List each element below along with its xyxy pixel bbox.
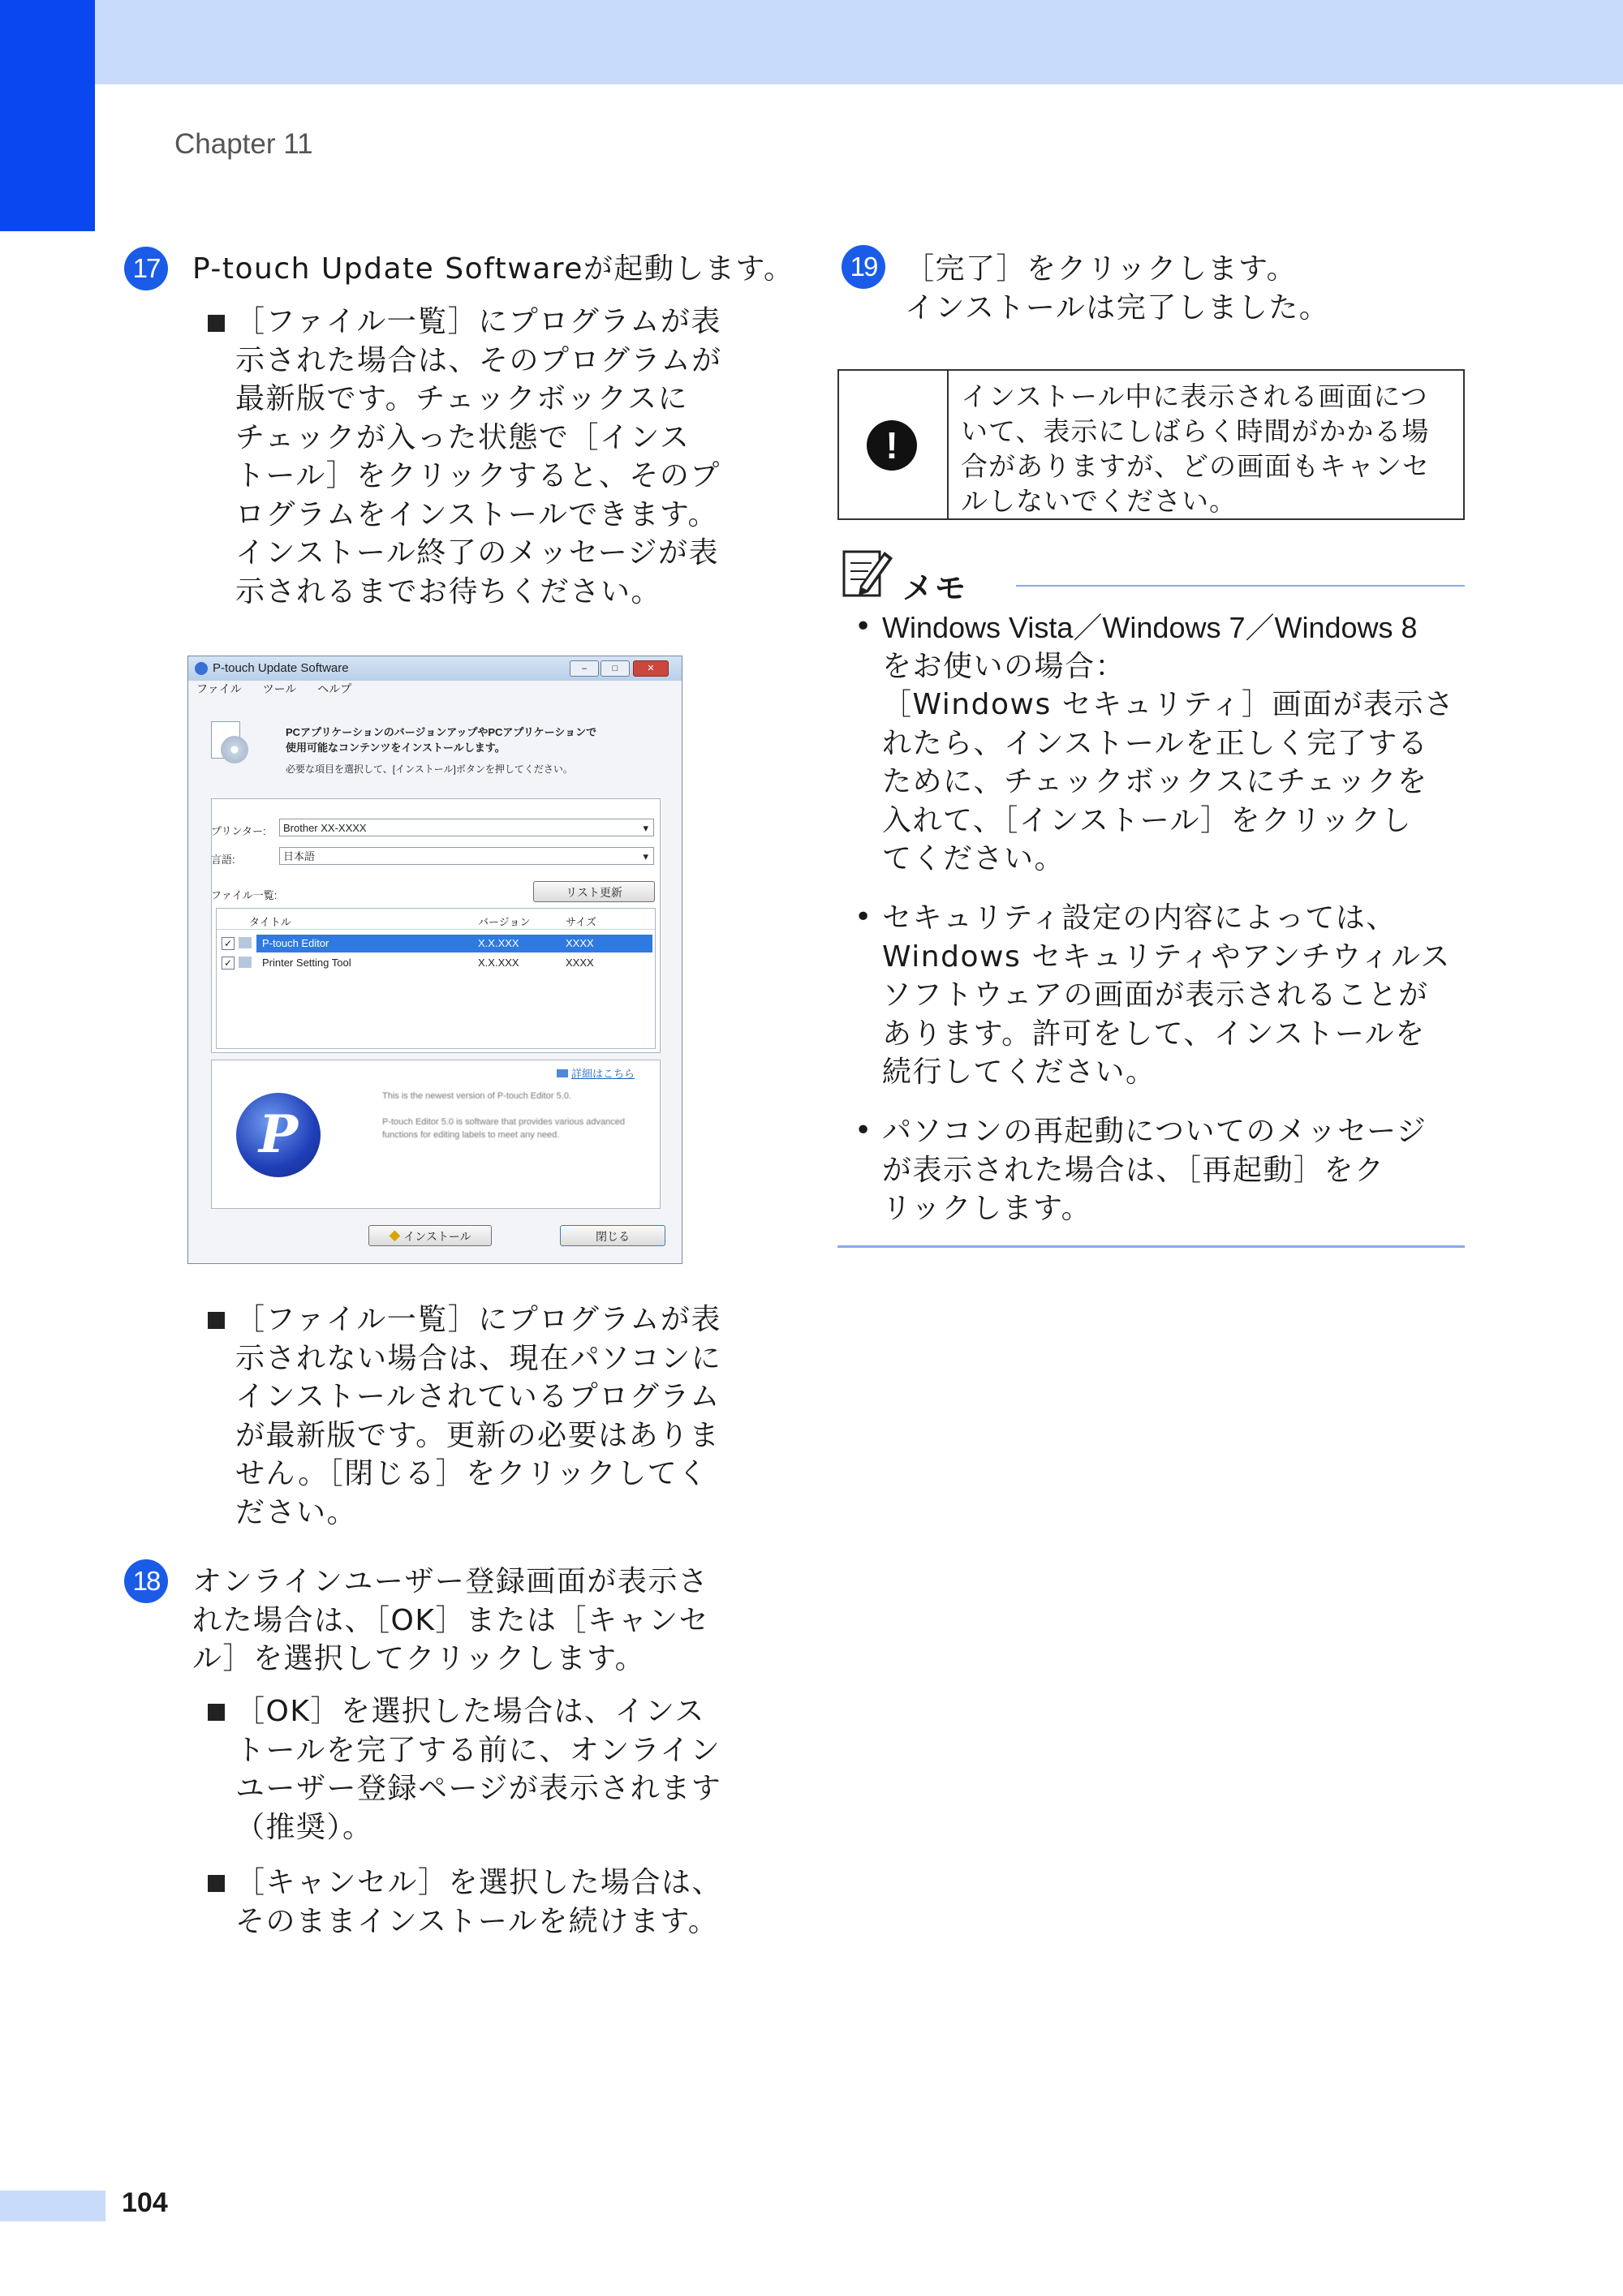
row-title: Printer Setting Tool (262, 957, 351, 969)
heading-line-2: 使用可能なコンテンツをインストールします。 (286, 742, 506, 754)
text-line: ［ファイル一覧］にプログラムが表 (235, 1303, 721, 1336)
table-row[interactable] (217, 954, 655, 972)
text-line: チェックが入った状態で［インス (235, 420, 691, 454)
step-19-number: 19 (842, 245, 885, 289)
text-line: ために、チェックボックスにチェックを (882, 765, 1428, 798)
text-line: インストールされているプログラム (235, 1380, 721, 1413)
text-line: 合がありますが、どの画面もキャンセ (961, 450, 1430, 482)
minimize-icon[interactable]: – (570, 660, 599, 677)
column-version: バージョン (478, 916, 531, 928)
language-value: 日本語 (283, 850, 316, 862)
menu-tools[interactable]: ツール (262, 682, 297, 695)
text-line: インストールは完了しました。 (905, 290, 1330, 325)
text-line: そのままインストールを続けます。 (235, 1904, 719, 1938)
chevron-down-icon: ▾ (643, 822, 648, 834)
text-line: ［OK］を選択した場合は、インス (235, 1695, 705, 1728)
text-line: 続行してください。 (882, 1056, 1156, 1089)
text-line: が最新版です。更新の必要はありま (235, 1418, 721, 1452)
text-line: をお使いの場合： (882, 649, 1126, 683)
row-version: X.X.XXX (478, 937, 519, 949)
text-line: せん。［閉じる］をクリックしてく (235, 1457, 708, 1490)
text-line: れた場合は、［OK］または［キャンセ (192, 1603, 709, 1637)
chapter-label: Chapter 11 (174, 128, 313, 160)
install-button-label: インストール (403, 1230, 471, 1243)
description-panel (211, 1060, 661, 1209)
memo-end-rule (837, 1245, 1465, 1248)
step-17-bullet-2 (235, 1301, 721, 1532)
text-line: いて、表示にしばらく時間がかかる場 (961, 415, 1430, 447)
heading-line-1: PCアプリケーションのバージョンアップやPCアプリケーションで (286, 726, 597, 738)
instruction-text: 必要な項目を選択して、[インストール]ボタンを押してください。 (286, 763, 573, 775)
row-checkbox[interactable]: ✓ (222, 937, 235, 950)
details-link[interactable] (557, 1065, 635, 1081)
refresh-list-button[interactable]: リスト更新 (533, 881, 655, 902)
text-line: ［完了］をクリックします。 (905, 252, 1298, 286)
column-title: タイトル (249, 916, 291, 928)
memo-pencil-icon (842, 545, 894, 599)
menu-bar (188, 681, 682, 699)
text-line: 最新版です。チェックボックスに (235, 382, 689, 415)
header-band (0, 0, 1623, 84)
text-line: インストール終了のメッセージが表 (235, 536, 720, 570)
row-title: P-touch Editor (262, 937, 329, 949)
step-17-number: 17 (124, 247, 168, 290)
update-software-screenshot (187, 656, 682, 1264)
row-version: X.X.XXX (478, 957, 519, 969)
details-link-text: 詳細はこちら (571, 1068, 635, 1080)
step-19-text (905, 250, 1329, 327)
text-line: （推奨）。 (235, 1810, 373, 1844)
cd-icon (211, 721, 248, 768)
memo-item-2 (882, 899, 1451, 1092)
memo-item-3 (882, 1112, 1427, 1228)
program-icon (239, 957, 252, 968)
printer-select[interactable] (279, 819, 654, 836)
language-label: 言語: (211, 853, 235, 866)
step-18-bullet-1 (235, 1692, 721, 1847)
text-line: トールを完了する前に、オンライン (235, 1733, 721, 1767)
step-17-bullet-1 (235, 303, 722, 611)
description-title: This is the newest version of P-touch Editor 5.0. (382, 1091, 571, 1101)
text-line: ル］を選択してクリックします。 (192, 1642, 646, 1675)
close-button[interactable]: 閉じる (560, 1225, 665, 1246)
memo-label: メモ (902, 570, 968, 606)
text-line: れたら、インストールを正しく完了する (882, 726, 1429, 760)
column-size: サイズ (566, 916, 596, 928)
text-line: 入れて、［インストール］をクリックし (882, 803, 1413, 837)
row-checkbox[interactable]: ✓ (222, 957, 235, 970)
text-line: インストール中に表示される画面につ (961, 381, 1428, 412)
ptouch-logo-icon: P (236, 1093, 321, 1177)
menu-file[interactable]: ファイル (196, 682, 242, 695)
text-line: ログラムをインストールできます。 (235, 497, 718, 531)
chapter-tab-marker (0, 0, 95, 231)
row-size: XXXX (566, 937, 594, 949)
bullet-marker (208, 1704, 225, 1721)
file-list-label: ファイル一覧: (211, 889, 278, 901)
close-icon[interactable]: ✕ (633, 660, 669, 677)
memo-rule (1016, 585, 1465, 587)
text-line: ［キャンセル］を選択した場合は、 (235, 1866, 723, 1899)
step-18-text (192, 1563, 709, 1679)
menu-help[interactable]: ヘルプ (317, 682, 352, 695)
text-line: ソフトウェアの画面が表示されることが (882, 978, 1429, 1012)
bullet-dot: • (855, 901, 872, 934)
text-line: セキュリティ設定の内容によっては、 (882, 901, 1397, 935)
language-select[interactable] (279, 847, 654, 865)
program-icon (239, 937, 252, 948)
printer-value: Brother XX-XXXX (283, 822, 367, 834)
memo-item-1 (882, 608, 1455, 879)
bullet-marker (208, 1875, 225, 1892)
text-line: Windows セキュリティやアンチウィルス (882, 939, 1451, 974)
maximize-icon[interactable]: □ (601, 660, 630, 677)
table-row[interactable] (217, 935, 655, 952)
window-titlebar (188, 656, 682, 681)
step-18-number: 18 (124, 1559, 168, 1603)
printer-label: プリンター: (211, 825, 266, 837)
text-line: あります。許可をして、インストールを (882, 1017, 1426, 1051)
step-18-bullet-2 (235, 1864, 722, 1941)
text-line: 示された場合は、そのプログラムが (235, 343, 722, 377)
text-line: Windows Vista／Windows 7／Windows 8 (882, 611, 1418, 644)
text-line: リックします。 (882, 1192, 1092, 1225)
text-line: ［ファイル一覧］にプログラムが表 (235, 305, 721, 338)
text-line: てください。 (882, 842, 1065, 875)
text-line: ユーザー登録ページが表示されます (235, 1772, 722, 1805)
app-icon (195, 662, 208, 675)
text-line: 示されるまでお待ちください。 (235, 574, 662, 608)
page-number: 104 (122, 2187, 168, 2218)
window-title: P-touch Update Software (213, 661, 349, 675)
bullet-marker (208, 1312, 225, 1329)
text-line: ［Windows セキュリティ］画面が表示さ (882, 688, 1455, 721)
file-list-table (216, 908, 656, 1049)
text-line: 示されない場合は、現在パソコンに (235, 1341, 722, 1375)
step-17-title: P-touch Update Softwareが起動します。 (192, 252, 794, 286)
bullet-dot: • (855, 1114, 872, 1147)
text-line: ださい。 (235, 1495, 358, 1529)
text-line: ルしないでください。 (961, 485, 1237, 517)
caution-note-box (837, 369, 1465, 520)
row-size: XXXX (566, 957, 594, 969)
install-button[interactable] (368, 1225, 492, 1246)
bullet-dot: • (855, 610, 872, 643)
text-line: が表示された場合は、［再起動］をク (882, 1153, 1385, 1187)
shield-icon: ◆ (389, 1230, 401, 1243)
chevron-down-icon: ▾ (643, 850, 648, 862)
window-icon (557, 1069, 568, 1077)
caution-icon-cell (839, 371, 949, 518)
text-line: トール］をクリックすると、そのプ (235, 459, 721, 492)
exclamation-icon: ! (867, 420, 917, 471)
text-line: オンラインユーザー登録画面が表示さ (192, 1565, 709, 1598)
bullet-marker (208, 315, 225, 332)
caution-note-text (961, 379, 1456, 518)
page-number-band (0, 2191, 105, 2221)
text-line: パソコンの再起動についてのメッセージ (882, 1115, 1427, 1148)
description-body: P-touch Editor 5.0 is software that provides various advanced functions for editing labels to meet any need. (382, 1117, 625, 1140)
